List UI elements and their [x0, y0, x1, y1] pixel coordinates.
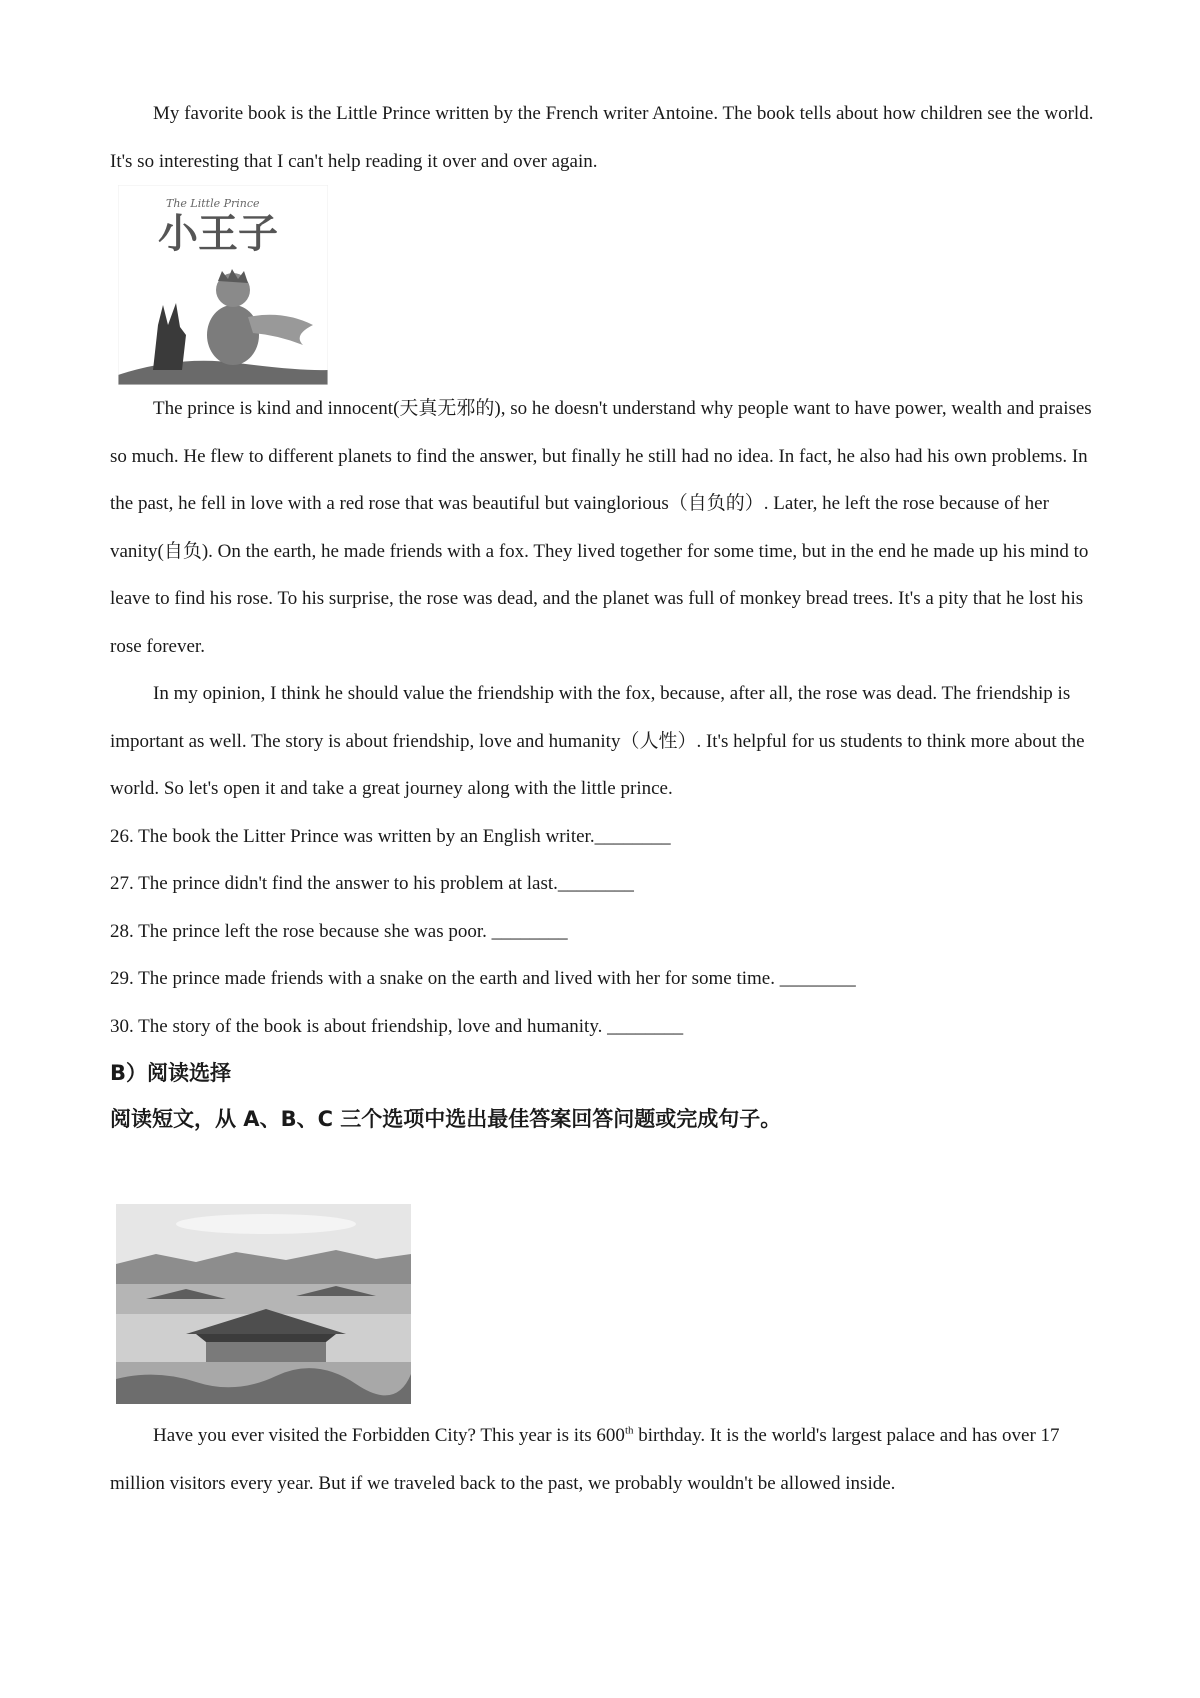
forbidden-city-image: [116, 1204, 411, 1404]
paragraph-story: The prince is kind and innocent(天真无邪的), so he doesn't understand why people want to have power, wealth and praises so much. He flew to different planets to find the answer, but finally he still had no idea. In fact, he also had his own problems. In the past, he fell in love with a red rose that was beautiful but vainglorious（自负的）. Later, he left the rose because of her vanity(自负). On the earth, he made friends with a fox. They lived together for some time, but in the end he made up his mind to leave to find his rose. To his surprise, the rose was dead, and the planet was full of monkey bread trees. It's a pity that he lost his rose forever.: [110, 398, 1092, 657]
question-26: 26. The book the Litter Prince was written by an English writer.________: [110, 813, 1095, 861]
document-page: [110, 90, 1095, 1507]
question-30: 30. The story of the book is about friendship, love and humanity. ________: [110, 1003, 1095, 1051]
answer-blank[interactable]: ________: [491, 920, 568, 942]
paragraph-opinion: In my opinion, I think he should value the friendship with the fox, because, after all, the rose was dead. The friendship is important as well. The story is about friendship, love and humanity（人性）. It's helpful for us students to think more about the world. So let's open it and take a great journey along with the little prince.: [110, 683, 1085, 799]
answer-blank[interactable]: ________: [779, 968, 856, 989]
paragraph-intro: My favorite book is the Little Prince written by the French writer Antoine. The book tells about how children see the world. It's so interesting that I can't help reading it over and over again.: [110, 103, 1094, 172]
question-28: 28. The prince left the rose because she was poor. ________: [110, 908, 1095, 956]
question-29: 29. The prince made friends with a snake on the earth and lived with her for some time. ________: [110, 955, 1095, 1003]
answer-blank[interactable]: ________: [557, 873, 634, 894]
cover-title-en: The Little Prince: [166, 197, 260, 210]
little-prince-cover-image: [118, 185, 328, 385]
paragraph-forbidden-city: Have you ever visited the Forbidden City? This year is its 600th birthday. It is the world's largest palace and has over 17 million visitors every year. But if we traveled back to the past, we probably wouldn't be allowed inside.: [110, 1424, 1060, 1494]
question-27: 27. The prince didn't find the answer to his problem at last.________: [110, 860, 1095, 908]
cover-title-cn: 小王子: [158, 211, 278, 257]
section-b-title: B）阅读选择: [110, 1061, 232, 1085]
section-b-instruction: 阅读短文，从 A、B、C 三个选项中选出最佳答案回答问题或完成句子。: [110, 1107, 782, 1131]
answer-blank[interactable]: ________: [594, 825, 671, 847]
answer-blank[interactable]: ________: [607, 1015, 684, 1037]
